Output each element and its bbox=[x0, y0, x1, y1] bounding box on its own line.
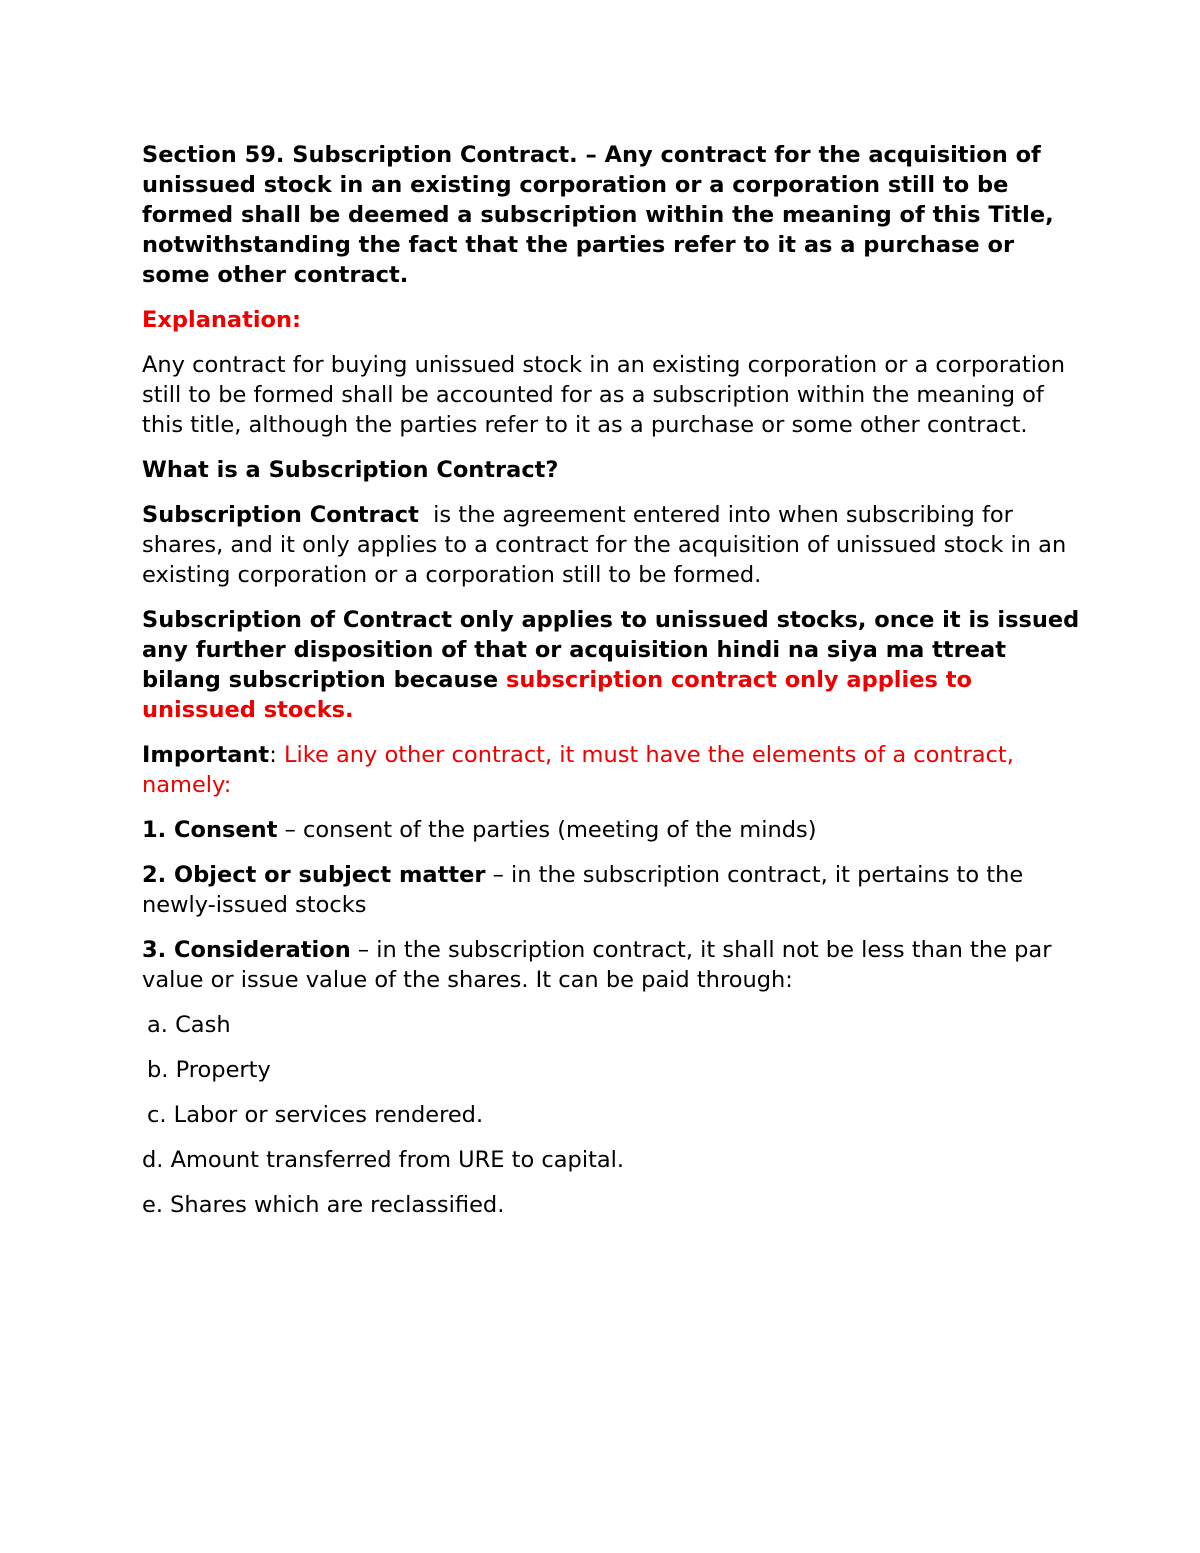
element-desc: – in the subscription contract, it pertains to the newly-issued stocks bbox=[142, 862, 1024, 918]
important-label: Important bbox=[142, 742, 270, 768]
note-paragraph bbox=[142, 605, 1082, 725]
definition-text: is the agreement entered into when subscribing for shares, and it only applies to a contract for the acquisition of unissued stock in an existing corporation or a corporation still to be formed. bbox=[142, 502, 1074, 588]
element-object bbox=[142, 860, 1082, 920]
note-text: Subscription of Contract only applies to unissued stocks, once it is issued any further disposition of that or acquisition hindi na siya ma ttreat bilang subscription because bbox=[142, 607, 1080, 693]
element-consideration bbox=[142, 935, 1082, 995]
definition-term: Subscription Contract bbox=[142, 502, 419, 528]
explanation-body: Any contract for buying unissued stock in an existing corporation or a corporation still to be formed shall be accounted for as a subscription within the meaning of this title, although the parties refer to it as a purchase or some other contract. bbox=[142, 352, 1066, 438]
section-59-text: Section 59. Subscription Contract. – Any contract for the acquisition of unissued stock in an existing corporation or a corporation still to be formed shall be deemed a subscription within the meaning of this Title, notwithstanding the fact that the parties refer to it as a purchase or some other contract. bbox=[142, 142, 1054, 288]
document-page bbox=[142, 140, 1082, 1235]
note-highlight: subscription contract only applies to unissued stocks. bbox=[142, 667, 972, 723]
important-text: Like any other contract, it must have the elements of a contract, namely: bbox=[142, 742, 1014, 798]
payment-method-labor: c. Labor or services rendered. bbox=[147, 1102, 484, 1128]
payment-method-reclassified: e. Shares which are reclassified. bbox=[142, 1192, 505, 1218]
important-colon: : bbox=[269, 742, 284, 768]
explanation-heading: Explanation: bbox=[142, 307, 302, 333]
element-term: 3. Consideration bbox=[142, 937, 351, 963]
important-paragraph bbox=[142, 740, 1082, 800]
what-is-heading: What is a Subscription Contract? bbox=[142, 457, 559, 483]
element-consent bbox=[142, 815, 1082, 845]
payment-method-cash: a. Cash bbox=[147, 1012, 231, 1038]
element-term: 1. Consent bbox=[142, 817, 278, 843]
payment-method-property: b. Property bbox=[147, 1057, 271, 1083]
element-term: 2. Object or subject matter bbox=[142, 862, 486, 888]
payment-method-ure: d. Amount transferred from URE to capital. bbox=[142, 1147, 625, 1173]
element-desc: – in the subscription contract, it shall not be less than the par value or issue value of the shares. It can be paid through: bbox=[142, 937, 1052, 993]
definition-paragraph bbox=[142, 500, 1082, 590]
element-desc: – consent of the parties (meeting of the minds) bbox=[277, 817, 817, 843]
